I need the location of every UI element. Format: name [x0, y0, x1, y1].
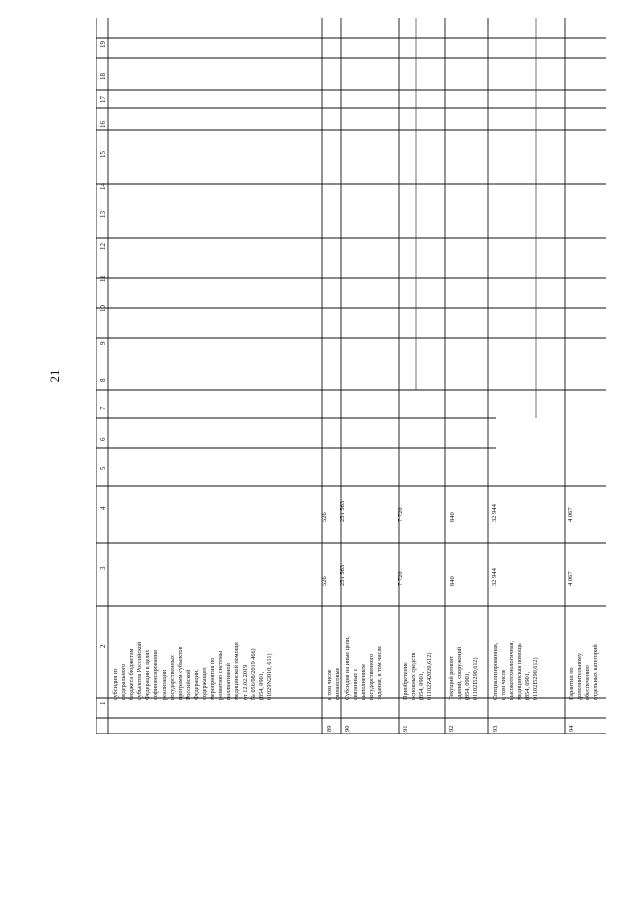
column-header-15: 15 [99, 151, 107, 158]
row-90-col4: 251 563 [339, 500, 346, 522]
row-94-number: 94 [568, 725, 575, 732]
row-94-description: Гарантии по дополнительному обеспечению отдельных категорий [568, 644, 600, 700]
column-header-6: 6 [99, 437, 107, 441]
column-header-9: 9 [99, 341, 107, 345]
row-93-description: Специализированная, в том числе высокотехнологичная, медицинская помощь (854, 0901, 01102I5290,612) [492, 640, 540, 700]
row-92-col4: 840 [449, 512, 456, 522]
column-header-19: 19 [99, 41, 107, 48]
column-header-10: 10 [99, 305, 107, 312]
column-header-1: 1 [99, 701, 107, 705]
row-90-number: 90 [344, 725, 351, 732]
row-92-description: Текущий ремонт зданий, сооружений (854, 0901, 01102I5290,612) [448, 646, 480, 700]
row-93-number: 93 [492, 725, 499, 732]
row-91-col4: 7 720 [397, 507, 404, 522]
column-header-3: 3 [99, 566, 107, 570]
column-header-2: 2 [99, 644, 107, 648]
column-header-16: 16 [99, 121, 107, 128]
row-90-description: Субсидия на иные цели, связанные с выполнением государственного задания, в том числе [344, 636, 384, 700]
column-header-17: 17 [99, 96, 107, 103]
row-92-number: 92 [448, 725, 455, 732]
column-header-5: 5 [99, 466, 107, 470]
column-header-14: 14 [99, 183, 107, 190]
column-header-4: 4 [99, 506, 107, 510]
column-header-8: 8 [99, 378, 107, 382]
row-89-col3: 526 [321, 576, 328, 586]
column-header-12: 12 [99, 243, 107, 250]
row-94-col3: 4 067 [567, 571, 574, 586]
column-header-18: 18 [99, 73, 107, 80]
column-header-11: 11 [99, 275, 107, 282]
row-89-col4: 526 [321, 512, 328, 522]
row-90-col3: 251 563 [339, 564, 346, 586]
row-0-description: субсидия из федерального бюджета бюджетам субъектов Российской Федерации в целях софинансирования реализации государственных программ субъектов Российской Федерации, содержащих мероприятия по развитию системы паллиативной медицинской помощи от 12.02.2019 № 056/08/2019 466) (854, 0901, 01029N2010, 611) [112, 641, 273, 700]
row-91-description: Приобретение основных средств (854, 0901, 01102Z42020,612) [402, 652, 434, 700]
row-94-col4: 4 067 [567, 507, 574, 522]
row-91-number: 91 [402, 725, 409, 732]
row-91-col3: 7 720 [397, 571, 404, 586]
row-89-number: 89 [326, 725, 333, 732]
data-table [96, 18, 606, 734]
column-header-13: 13 [99, 211, 107, 218]
row-93-col4: 32 944 [491, 504, 498, 522]
row-92-col3: 840 [449, 576, 456, 586]
row-93-col3: 32 944 [491, 568, 498, 586]
row-89-description: в том числе финансовые [326, 667, 342, 700]
column-header-7: 7 [99, 406, 107, 410]
page-number: 21 [47, 369, 62, 383]
